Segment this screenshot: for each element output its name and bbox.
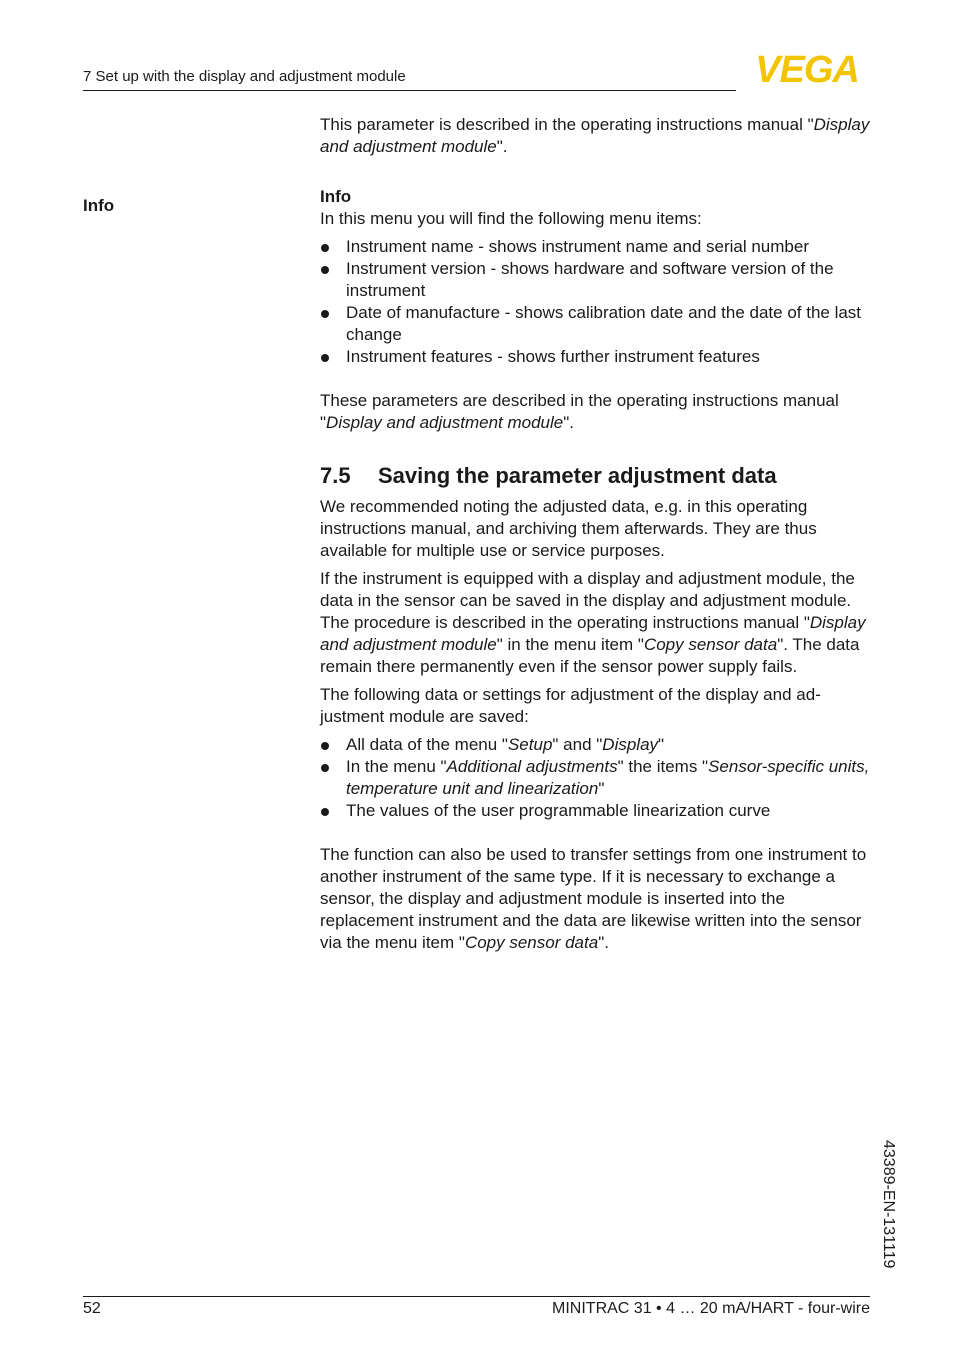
page-number: 52 [83, 1300, 101, 1317]
list-item: All data of the menu "Setup" and "Display" [320, 734, 872, 756]
footer-divider [83, 1296, 870, 1297]
document-id: 43389-EN-131119 [880, 1140, 897, 1269]
info-outro: These parameters are described in the operating instructions manual "Display and adjustment module". [320, 391, 839, 432]
footer-title: MINITRAC 31 • 4 … 20 mA/HART - four-wire [552, 1300, 870, 1317]
section-heading [320, 462, 872, 490]
info-heading: Info [320, 187, 352, 206]
list-item: Date of manufacture - shows calibration date and the date of the last change [320, 302, 872, 346]
paragraph-recommendation: We recommended noting the adjusted data, e.g. in this operating instructions manual, and archiving them afterwards. They are thus available for multiple use or service purposes. [320, 497, 817, 560]
main-content [320, 114, 872, 954]
info-items-list [320, 236, 872, 368]
list-item: In the menu "Additional adjustments" the items "Sensor-specific units, temperature unit and linearization" [320, 756, 872, 800]
list-item: Instrument features - shows further instrument features [320, 346, 872, 368]
section-title: Saving the parameter adjustment data [378, 463, 777, 488]
info-lead: In this menu you will find the following menu items: [320, 209, 702, 228]
list-item: The values of the user programmable linearization curve [320, 800, 872, 822]
sidebar-info-label: Info [83, 196, 115, 215]
vega-logo-text: VEGA [755, 52, 859, 84]
running-header: 7 Set up with the display and adjustment module [83, 68, 406, 85]
paragraph-saved-intro: The following data or settings for adjustment of the display and adjustment module are saved: [320, 685, 821, 726]
list-item: Instrument name - shows instrument name and serial number [320, 236, 872, 258]
saved-items-list [320, 734, 872, 822]
paragraph-procedure: If the instrument is equipped with a display and adjustment module, the data in the sensor can be saved in the display and adjustment module. The procedure is described in the operating instructions manual "Display and adjustment module" in the menu item "Copy sensor data". The data remain there permanently even if the sensor power supply fails. [320, 569, 866, 676]
paragraph-transfer: The function can also be used to transfer settings from one instrument to another instrument of the same type. If it is necessary to exchange a sensor, the display and adjustment module is inserted into the replacement instrument and the data are likewise written into the sensor via the menu item "Copy sensor data". [320, 845, 867, 952]
header-divider [83, 90, 736, 91]
list-item: Instrument version - shows hardware and software version of the instrument [320, 258, 872, 302]
vega-logo [740, 52, 874, 84]
intro-paragraph: This parameter is described in the operating instructions manual "Display and adjustment module". [320, 115, 870, 156]
section-number: 7.5 [320, 463, 351, 488]
